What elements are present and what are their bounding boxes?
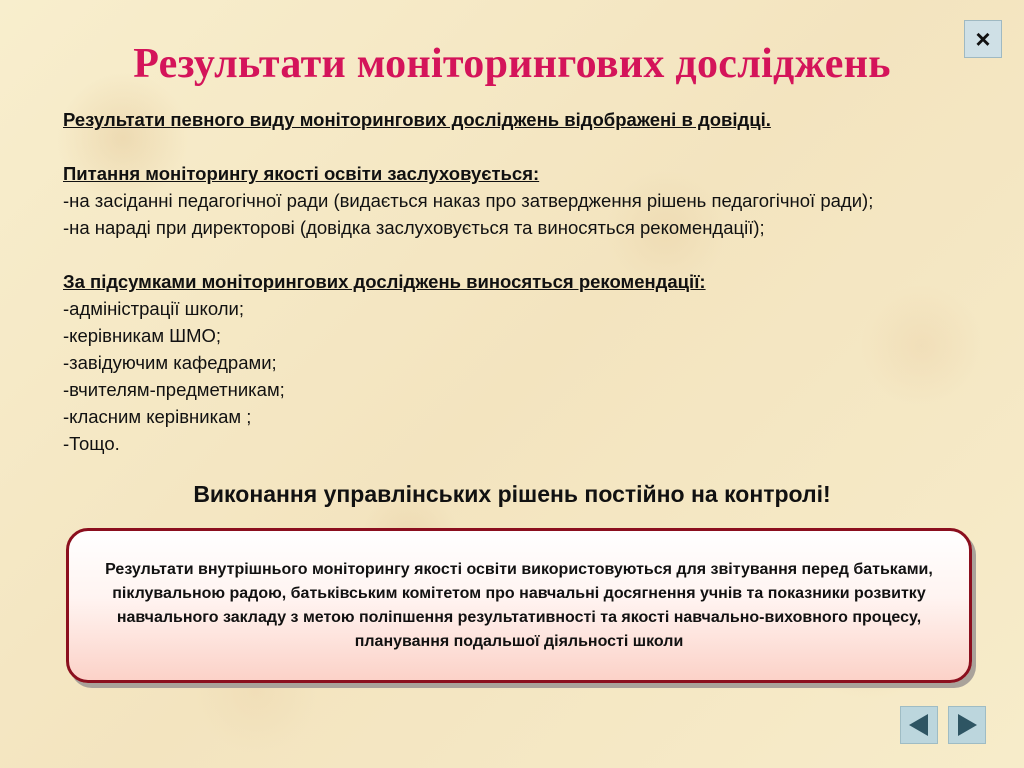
callout-box bbox=[66, 528, 972, 683]
section2-item: -завідуючим кафедрами; bbox=[63, 352, 277, 373]
callout-text: Результати внутрішнього моніторингу якості освіти використовуються для звітування перед батьками, піклувальною радою, батьківським комітетом про навчальні досягнення учнів та показники розвитку навчального закладу з метою поліпшення результативності та якості навчально-виховного процесу, планування подальшої діяльності школи bbox=[105, 560, 933, 650]
close-button[interactable] bbox=[964, 20, 1002, 58]
slide-content bbox=[63, 106, 963, 457]
emphasis-text: Виконання управлінських рішень постійно на контролі! bbox=[193, 481, 831, 507]
section2-item: -керівникам ШМО; bbox=[63, 325, 222, 346]
next-slide-button[interactable] bbox=[948, 706, 986, 744]
close-icon: × bbox=[975, 23, 991, 54]
section2-item: -вчителям-предметникам; bbox=[63, 379, 285, 400]
section2-item: -Тощо. bbox=[63, 433, 120, 454]
spacer bbox=[63, 133, 963, 160]
slide-title: Результати моніторингових досліджень bbox=[133, 41, 891, 87]
section2-item: -класним керівникам ; bbox=[63, 406, 252, 427]
triangle-right-icon bbox=[954, 712, 980, 738]
section1-heading: Питання моніторингу якості освіти заслуховується: bbox=[63, 163, 540, 184]
section1-item: -на засіданні педагогічної ради (видається наказ про затвердження рішень педагогічної ради); bbox=[63, 190, 874, 211]
section1-item: -на нараді при директорові (довідка заслуховується та виносяться рекомендації); bbox=[63, 217, 765, 238]
section2-heading: За підсумками моніторингових досліджень виносяться рекомендації: bbox=[63, 271, 706, 292]
section2-item: -адміністрації школи; bbox=[63, 298, 244, 319]
spacer bbox=[63, 241, 963, 268]
triangle-left-icon bbox=[906, 712, 932, 738]
intro-text: Результати певного виду моніторингових досліджень відображені в довідці. bbox=[63, 109, 771, 130]
prev-slide-button[interactable] bbox=[900, 706, 938, 744]
